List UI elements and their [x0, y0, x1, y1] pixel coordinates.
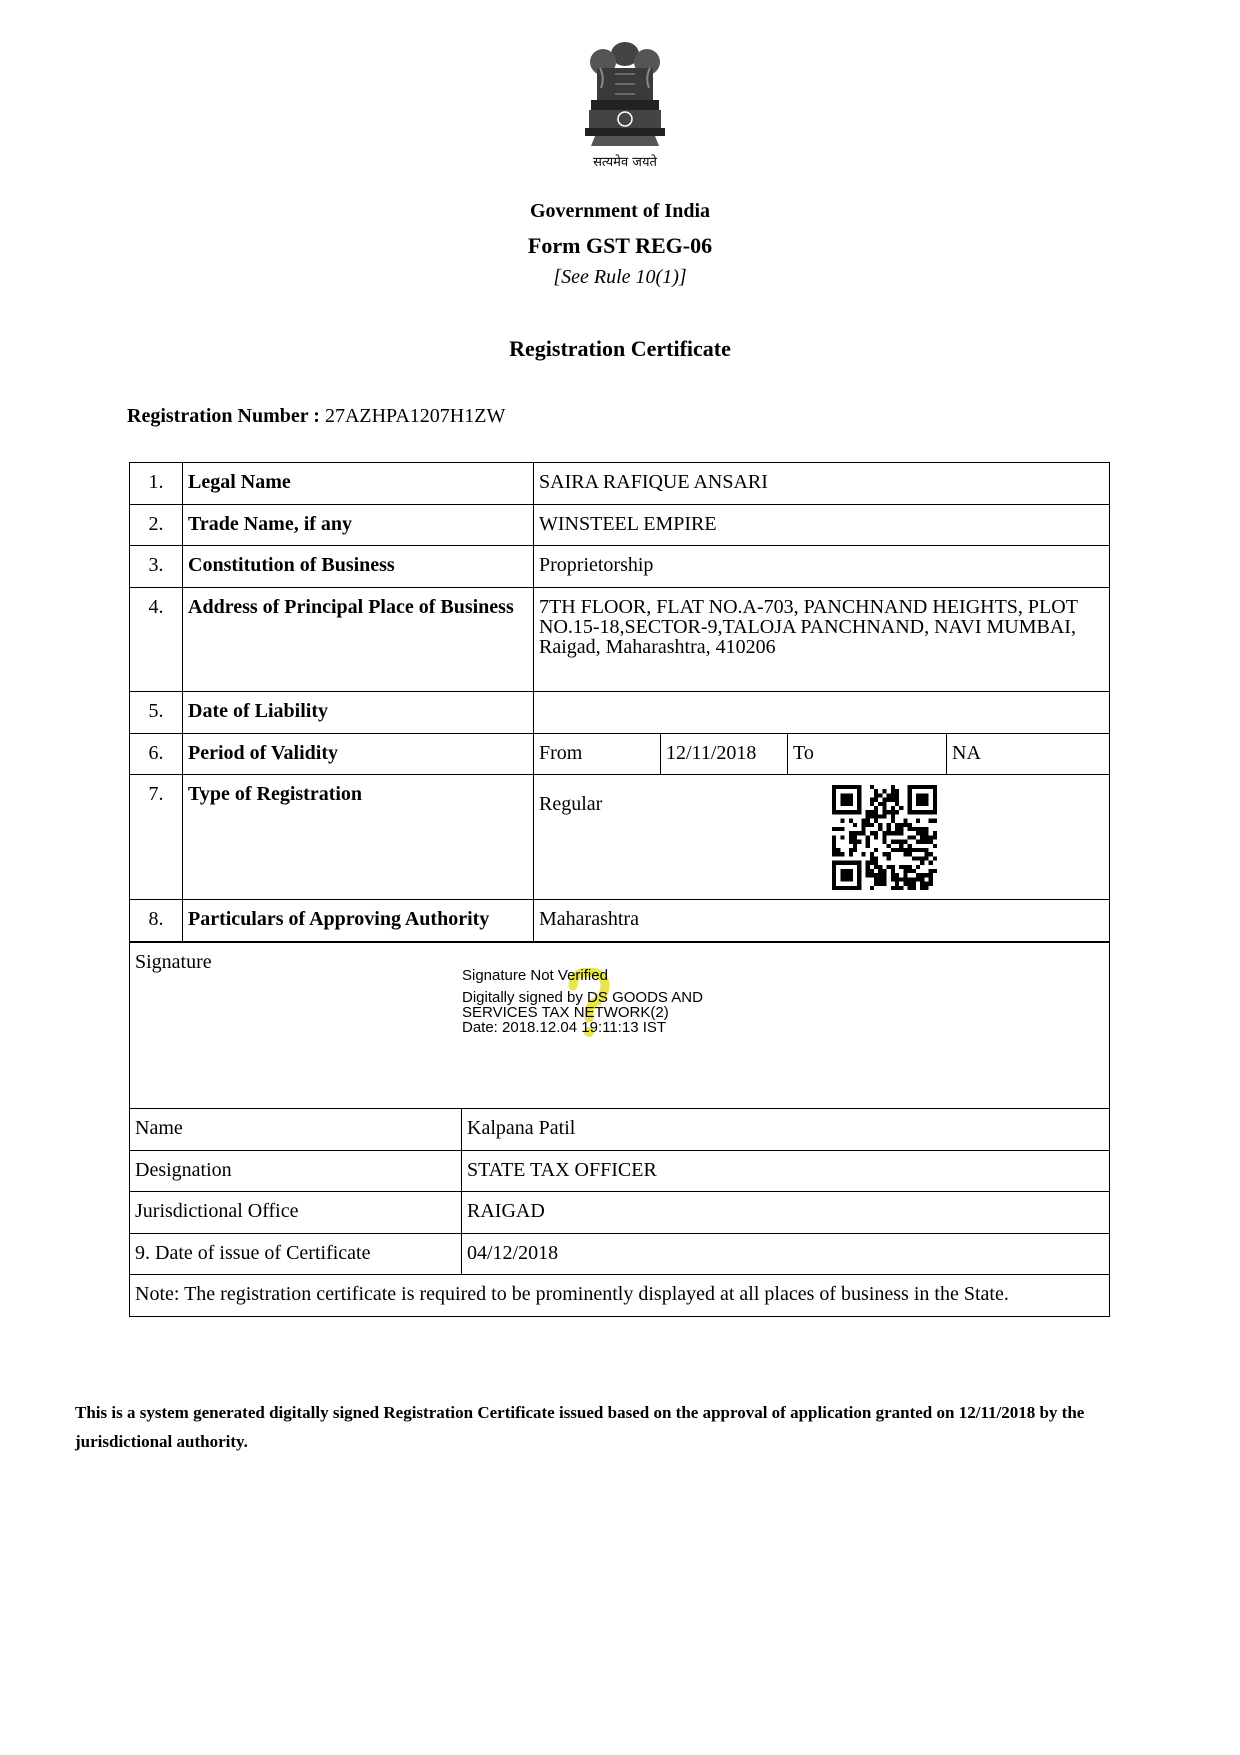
row-number: 1. [130, 463, 183, 505]
form-title: Form GST REG-06 [527, 233, 713, 258]
legal-name-label: Legal Name [183, 463, 534, 505]
legal-name-value: SAIRA RAFIQUE ANSARI [534, 463, 1110, 505]
trade-name-label: Trade Name, if any [183, 505, 534, 546]
designation-label: Designation [130, 1151, 462, 1192]
registration-type-label: Type of Registration [183, 775, 534, 900]
designation-value: STATE TAX OFFICER [462, 1151, 1110, 1192]
row-number: 8. [130, 900, 183, 942]
row-number: 6. [130, 734, 183, 775]
row-number: 5. [130, 692, 183, 734]
registration-type-text: Regular [539, 793, 603, 815]
constitution-label: Constitution of Business [183, 546, 534, 588]
jurisdictional-office-value: RAIGAD [462, 1192, 1110, 1234]
row-number: 2. [130, 505, 183, 546]
table-row [130, 463, 1110, 505]
address-label: Address of Principal Place of Business [183, 588, 534, 692]
row-number: 4. [130, 588, 183, 692]
table-row [130, 900, 1110, 942]
signature-date: Date: 2018.12.04 19:11:13 IST [462, 1019, 667, 1036]
display-note: Note: The registration certificate is required to be prominently displayed at all places of business in the State. [130, 1275, 1110, 1317]
validity-to-label: To [788, 734, 947, 775]
trade-name-value: WINSTEEL EMPIRE [534, 505, 1110, 546]
validity-to-value: NA [947, 734, 1110, 775]
address-value: 7TH FLOOR, FLAT NO.A-703, PANCHNAND HEIGHTS, PLOT NO.15-18,SECTOR-9,TALOJA PANCHNAND, NAVI MUMBAI, Raigad, Maharashtra, 410206 [534, 588, 1110, 692]
qr-code-icon [832, 785, 937, 890]
table-row [130, 1275, 1110, 1317]
footer-statement: This is a system generated digitally signed Registration Certificate issued based on the approval of application granted on 12/11/2018 by the jurisdictional authority. [75, 1403, 1085, 1451]
validity-from-value: 12/11/2018 [661, 734, 788, 775]
emblem-motto: सत्यमेव जयते [593, 155, 657, 170]
row-number: 3. [130, 546, 183, 588]
table-row [130, 1192, 1110, 1234]
constitution-value: Proprietorship [534, 546, 1110, 588]
rule-reference: [See Rule 10(1)] [553, 266, 687, 288]
issue-date-label: 9. Date of issue of Certificate [130, 1234, 462, 1275]
registration-number [127, 405, 505, 428]
registration-type-value [534, 775, 1110, 900]
table-row [130, 505, 1110, 546]
table-row [130, 1234, 1110, 1275]
digital-signature-block [462, 968, 712, 1035]
issue-date-value: 04/12/2018 [462, 1234, 1110, 1275]
signature-signed-by: Digitally signed by DS GOODS AND SERVICES TAX NETWORK(2) [462, 989, 703, 1021]
table-row [130, 546, 1110, 588]
approving-authority-value: Maharashtra [534, 900, 1110, 942]
row-number: 7. [130, 775, 183, 900]
government-heading: Government of India [530, 200, 710, 222]
signature-label: Signature [135, 951, 212, 973]
jurisdictional-office-label: Jurisdictional Office [130, 1192, 462, 1234]
table-row [130, 588, 1110, 692]
details-table [129, 462, 1110, 942]
table-row [130, 775, 1110, 900]
validity-from-label: From [534, 734, 661, 775]
table-row [130, 692, 1110, 734]
table-row [130, 1109, 1110, 1151]
table-row [130, 734, 1110, 775]
signature-status: Signature Not Verified [462, 967, 608, 984]
certificate-title: Registration Certificate [509, 336, 731, 361]
table-row [130, 1151, 1110, 1192]
validity-label: Period of Validity [183, 734, 534, 775]
officer-name-label: Name [130, 1109, 462, 1151]
approving-authority-label: Particulars of Approving Authority [183, 900, 534, 942]
officer-name-value: Kalpana Patil [462, 1109, 1110, 1151]
registration-number-value: 27AZHPA1207H1ZW [324, 405, 506, 427]
ashoka-emblem-icon [575, 38, 675, 150]
registration-number-label: Registration Number : [127, 405, 320, 427]
date-of-liability-label: Date of Liability [183, 692, 534, 734]
date-of-liability-value [534, 692, 1110, 734]
